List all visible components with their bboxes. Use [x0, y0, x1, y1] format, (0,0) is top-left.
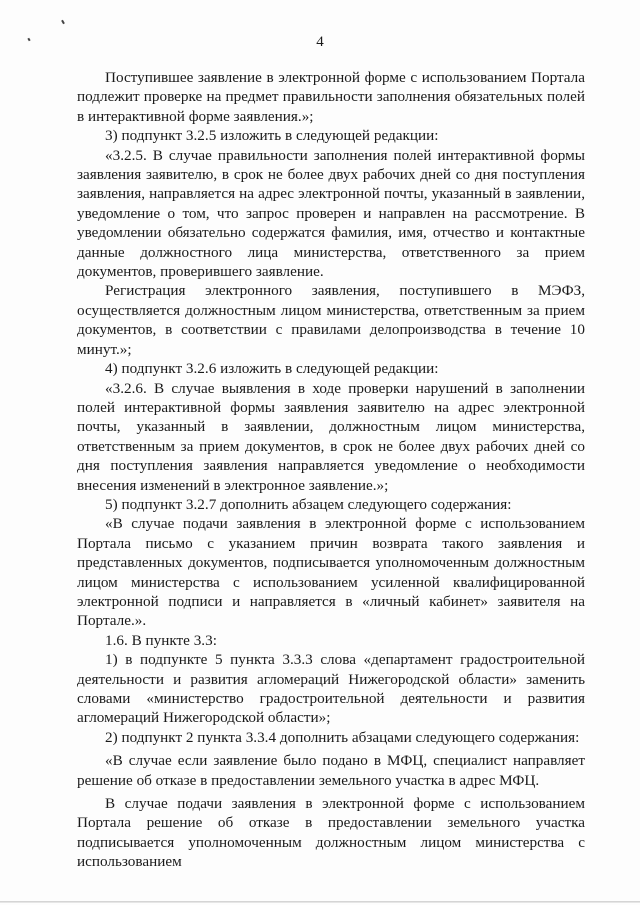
paragraph: «3.2.5. В случае правильности заполнения полей интерактивной формы заявления заявителю, в срок не более двух рабочих дней со дня поступления заявления, направляется на адрес электронной почты, указанный в заявлении, уведомление о том, что запрос проверен и направлен на рассмотрение. В уведомлении обязательно содержатся фамилия, имя, отчество и контактные данные должностного лица министерства, ответственного за прием документов, проверившего заявление. [77, 146, 585, 281]
paragraph: «В случае подачи заявления в электронной форме с использованием Портала письмо с указанием причин возврата такого заявления и представленных документов, подписывается уполномоченным должностным лицом министерства с использованием усиленной квалифицированной электронной подписи и направляется в «личный кабинет» заявителя на Портале.». [77, 515, 585, 630]
paragraph: 2) подпункт 2 пункта 3.3.4 дополнить абзацами следующего содержания: [105, 728, 580, 746]
scan-mark [61, 20, 65, 24]
paragraph: 1) в подпункте 5 пункта 3.3.3 слова «департамент градостроительной деятельности и развития агломераций Нижегородской области» заменить словами «министерство градостроительной деятельности и развития агломераций Нижегородской области»; [77, 651, 585, 727]
paragraph: 4) подпункт 3.2.6 изложить в следующей редакции: [105, 360, 439, 378]
paragraph: 3) подпункт 3.2.5 изложить в следующей редакции: [105, 127, 439, 145]
page-number: 4 [316, 34, 324, 50]
document-body [77, 68, 585, 872]
paragraph: «В случае если заявление было подано в МФЦ, специалист направляет решение об отказе в предоставлении земельного участка в адрес МФЦ. [77, 752, 585, 789]
paragraph: Регистрация электронного заявления, поступившего в МЭФЗ, осуществляется должностным лицом министерства, ответственным за прием документов, в соответствии с правилами делопроизводства в течение 10 минут.»; [77, 282, 585, 358]
paragraph: Поступившее заявление в электронной форме с использованием Портала подлежит проверке на предмет правильности заполнения обязательных полей в интерактивной форме заявления.»; [77, 69, 585, 125]
paragraph: 5) подпункт 3.2.7 дополнить абзацем следующего содержания: [105, 495, 512, 513]
paragraph: В случае подачи заявления в электронной форме с использованием Портала решение об отказе в предоставлении земельного участка подписывается уполномоченным должностным лицом министерства с использованием [77, 795, 585, 871]
paragraph: 1.6. В пункте 3.3: [105, 631, 217, 649]
scan-edge [0, 901, 640, 903]
paragraph: «3.2.6. В случае выявления в ходе проверки нарушений в заполнении полей интерактивной формы заявления заявителю на адрес электронной почты, указанный в заявлении, должностным лицом министерства, ответственным за прием документов, в срок не более двух рабочих дней со дня поступления заявления направляется уведомление о необходимости внесения изменений в электронное заявление.»; [77, 379, 585, 494]
